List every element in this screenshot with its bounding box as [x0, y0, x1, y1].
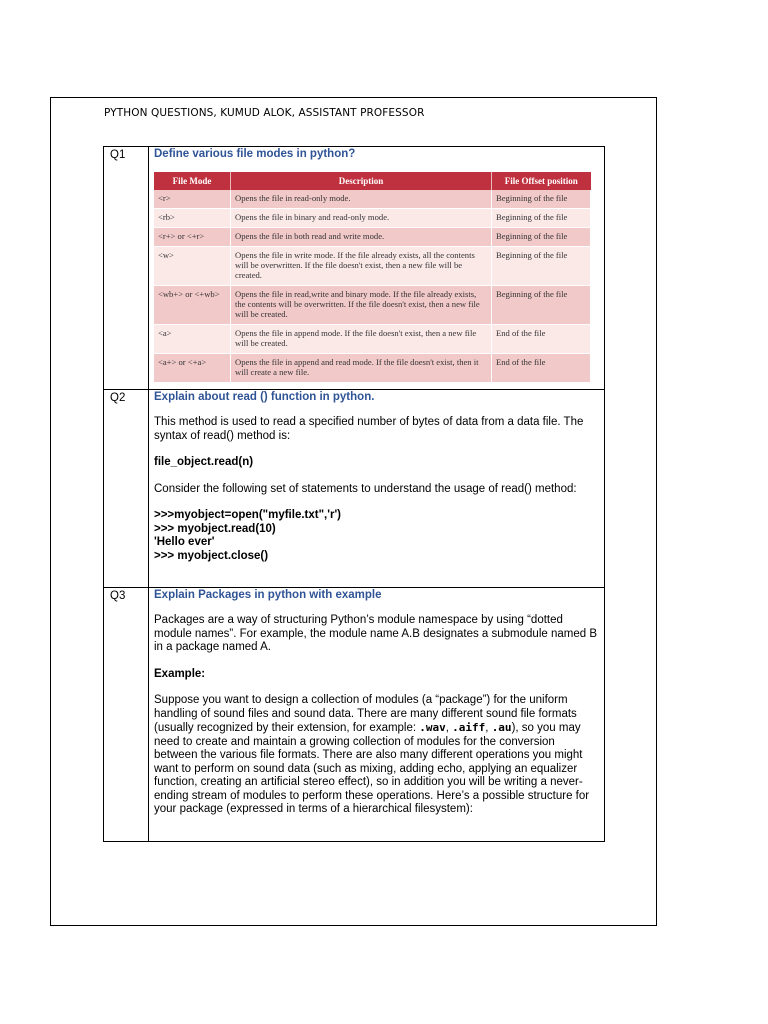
syntax-line: file_object.read(n) — [154, 456, 254, 468]
extension-code: .aiff — [452, 721, 486, 734]
offset-cell: Beginning of the file — [492, 286, 591, 325]
question-body — [149, 588, 605, 842]
mode-cell: <r> — [154, 190, 231, 209]
question-row-q3 — [104, 588, 605, 842]
table-row — [154, 247, 591, 286]
paragraph: Consider the following set of statements to understand the usage of read() method: — [154, 482, 577, 495]
code-line: >>> myobject.close() — [154, 549, 269, 562]
separator: , — [445, 722, 453, 734]
table-row — [154, 228, 591, 247]
mode-cell: <a+> or <+a> — [154, 354, 231, 383]
description-cell: Opens the file in binary and read-only mode. — [231, 209, 492, 228]
offset-cell: Beginning of the file — [492, 247, 591, 286]
question-body — [149, 147, 605, 390]
question-row-q2 — [104, 390, 605, 588]
description-cell: Opens the file in both read and write mode. — [231, 228, 492, 247]
mode-cell: <w> — [154, 247, 231, 286]
code-line: >>> myobject.read(10) — [154, 522, 276, 535]
table-row — [154, 325, 591, 354]
offset-cell: End of the file — [492, 354, 591, 383]
description-cell: Opens the file in read-only mode. — [231, 190, 492, 209]
example-label: Example: — [154, 667, 206, 680]
column-header: File Offset position — [492, 172, 591, 190]
question-number: Q1 — [104, 147, 149, 390]
questions-table — [103, 146, 605, 842]
paragraph-text: ), so you may need to create and maintain a growing collection of modules for the conversion between the various file formats. There are also many different operations you might want to perform on sound data (such as mixing, adding echo, applying an equalizer function, creating an artificial stereo effect), so in addition you will be writing a never-ending stream of modules to perform these operations. Here’s a possible structure for your package (expressed in terms of a hierarchical filesystem): — [154, 722, 590, 815]
table-row — [154, 190, 591, 209]
table-row — [154, 354, 591, 383]
code-line: 'Hello ever' — [154, 536, 215, 548]
column-header: File Mode — [154, 172, 231, 190]
paragraph-text: Suppose you want to design a collection of modules (a “package”) for the uniform handling of sound files and sound data. There are many different sound file formats (usually recognized by their extension, for example: — [154, 694, 577, 734]
code-block — [154, 509, 599, 563]
description-cell: Opens the file in append and read mode. If the file doesn't exist, then it will create a new file. — [231, 354, 492, 383]
paragraph: This method is used to read a specified number of bytes of data from a data file. The syntax of read() method is: — [154, 416, 584, 442]
question-title: Explain about read () function in python. — [154, 391, 375, 403]
separator: , — [485, 722, 492, 734]
question-title: Define various file modes in python? — [154, 148, 356, 160]
question-number: Q3 — [104, 588, 149, 842]
extension-code: .wav — [419, 721, 446, 734]
question-body — [149, 390, 605, 588]
table-row — [154, 286, 591, 325]
file-modes-figure — [154, 172, 591, 383]
column-header: Description — [231, 172, 492, 190]
document-header: PYTHON QUESTIONS, KUMUD ALOK, ASSISTANT PROFESSOR — [104, 107, 425, 119]
paragraph — [154, 694, 599, 817]
question-title: Explain Packages in python with example — [154, 589, 382, 601]
mode-cell: <a> — [154, 325, 231, 354]
offset-cell: End of the file — [492, 325, 591, 354]
mode-cell: <rb> — [154, 209, 231, 228]
question-row-q1 — [104, 147, 605, 390]
code-line: >>>myobject=open("myfile.txt",'r') — [154, 509, 342, 521]
description-cell: Opens the file in read,write and binary mode. If the file already exists, the contents will be overwritten. If the file doesn't exist, then a new file will be created. — [231, 286, 492, 325]
paragraph: Packages are a way of structuring Python’s module namespace by using “dotted module names”. For example, the module name A.B designates a submodule named B in a package named A. — [154, 614, 597, 653]
mode-cell: <r+> or <+r> — [154, 228, 231, 247]
offset-cell: Beginning of the file — [492, 190, 591, 209]
mode-cell: <wb+> or <+wb> — [154, 286, 231, 325]
extension-code: .au — [491, 721, 512, 734]
question-number: Q2 — [104, 390, 149, 588]
offset-cell: Beginning of the file — [492, 209, 591, 228]
description-cell: Opens the file in append mode. If the file doesn't exist, then a new file will be created. — [231, 325, 492, 354]
file-modes-table — [154, 172, 591, 383]
description-cell: Opens the file in write mode. If the file already exists, all the contents will be overwritten. If the file doesn't exist, then a new file will be created. — [231, 247, 492, 286]
table-row — [154, 209, 591, 228]
offset-cell: Beginning of the file — [492, 228, 591, 247]
